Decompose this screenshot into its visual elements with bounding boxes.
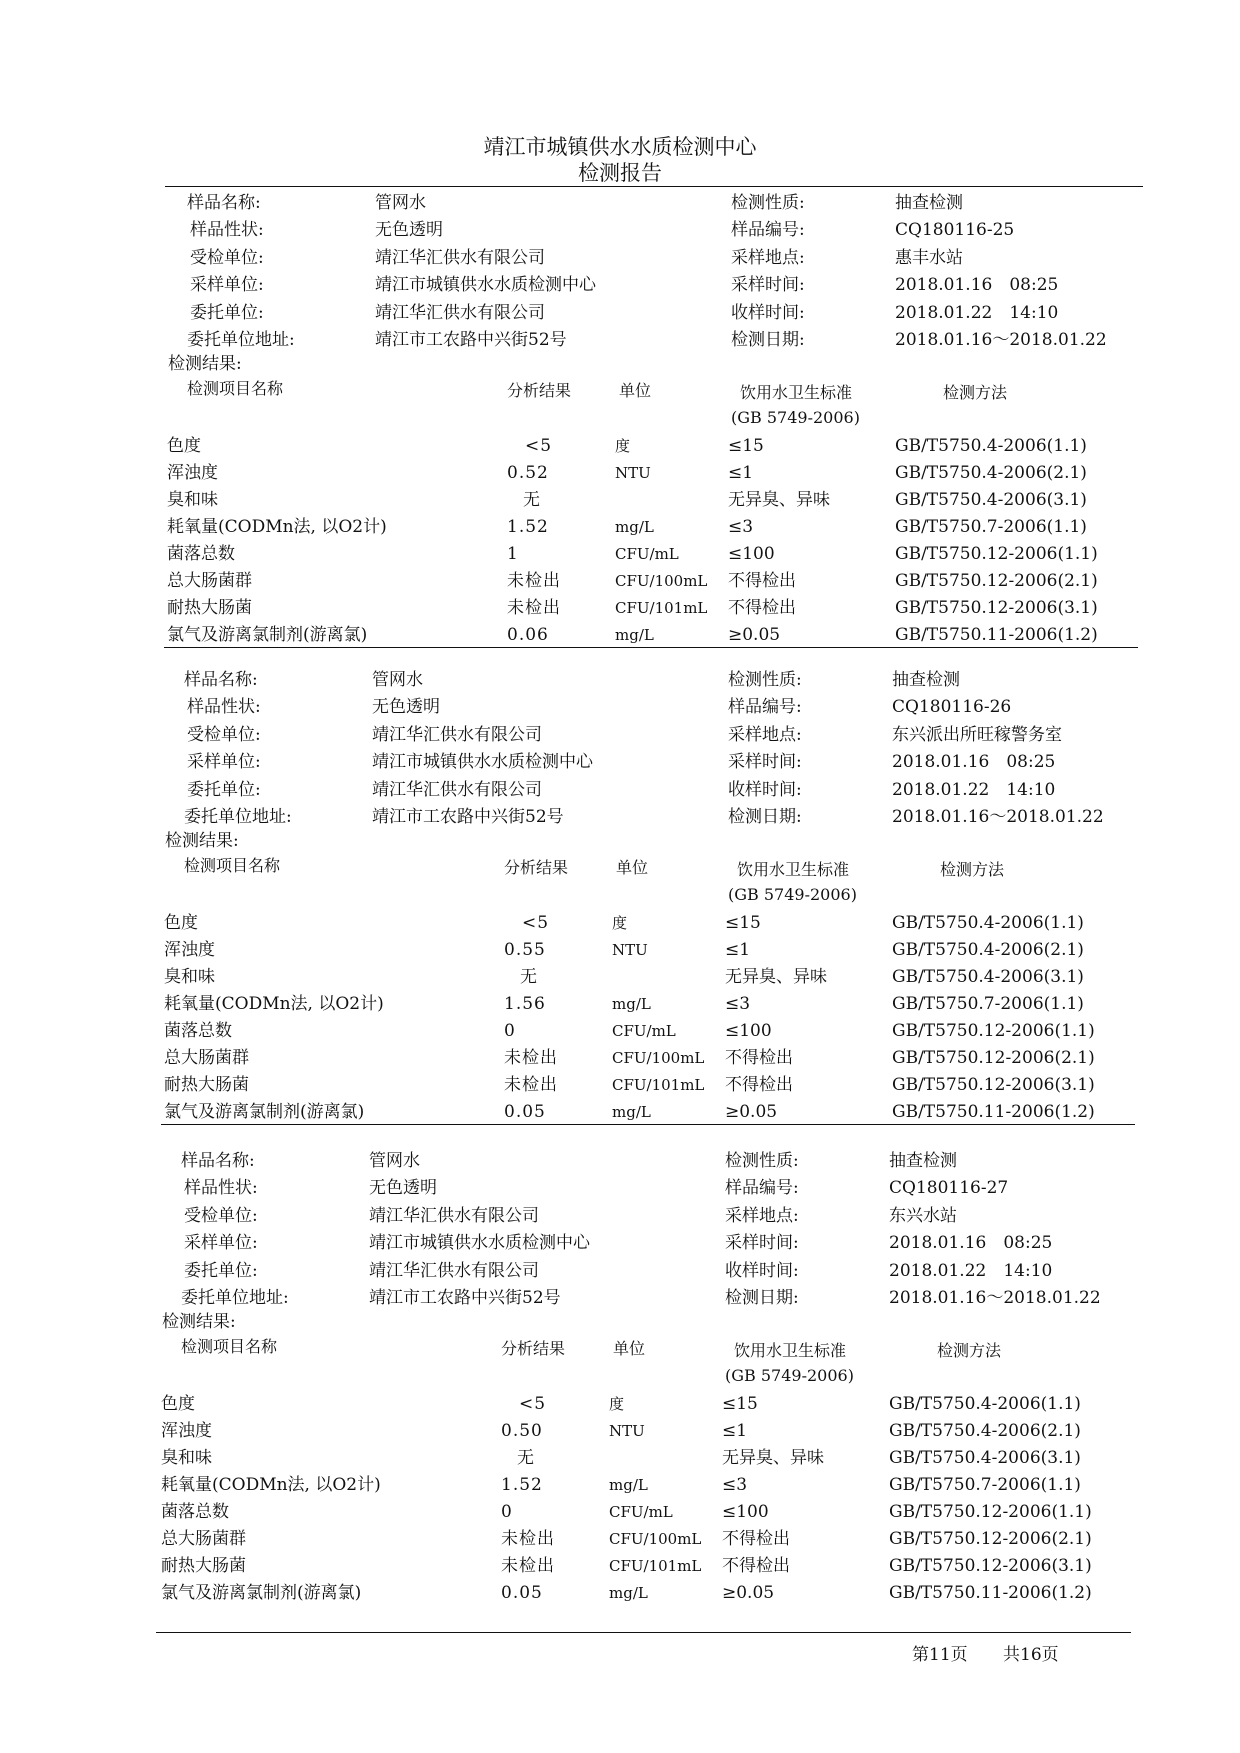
cell-result: 0.05	[501, 1583, 543, 1603]
cell-result: <5	[525, 436, 553, 456]
column-header-method: 检测方法	[940, 860, 1005, 879]
cell-method: GB/T5750.12-2006(1.1)	[892, 1021, 1095, 1041]
cell-item: 菌落总数	[161, 1502, 229, 1522]
cell-unit: mg/L	[612, 995, 651, 1013]
results-label: 检测结果:	[162, 1312, 236, 1332]
cell-item: 耐热大肠菌	[167, 598, 252, 618]
cell-item: 总大肠菌群	[161, 1529, 246, 1549]
info-value-right: CQ180116-25	[895, 220, 1015, 240]
info-value-right: 2018.01.16～2018.01.22	[892, 807, 1104, 827]
info-value-right: 东兴水站	[889, 1206, 957, 1226]
cell-method: GB/T5750.7-2006(1.1)	[892, 994, 1084, 1014]
page-number: 第11页	[912, 1645, 968, 1665]
info-label: 样品名称:	[187, 193, 261, 213]
info-value-right: 2018.01.22 14:10	[892, 780, 1056, 800]
section-rule	[161, 1124, 1135, 1125]
cell-unit: CFU/100mL	[615, 572, 708, 590]
cell-unit: CFU/mL	[609, 1503, 673, 1521]
cell-method: GB/T5750.7-2006(1.1)	[895, 517, 1087, 537]
cell-item: 浑浊度	[167, 463, 218, 483]
info-label: 采样单位:	[184, 1233, 258, 1253]
cell-item: 色度	[161, 1394, 195, 1414]
results-label: 检测结果:	[165, 831, 239, 851]
info-value-right: 2018.01.22 14:10	[895, 303, 1059, 323]
page-total: 共16页	[1003, 1645, 1059, 1665]
cell-item: 耗氧量(CODMn法, 以O2计)	[161, 1475, 381, 1495]
org-title: 靖江市城镇供水水质检测中心	[483, 135, 757, 159]
info-label: 样品性状:	[187, 697, 261, 717]
cell-unit: mg/L	[612, 1103, 651, 1121]
cell-unit: mg/L	[609, 1476, 648, 1494]
cell-result: 未检出	[501, 1529, 555, 1549]
info-label: 委托单位地址:	[181, 1288, 289, 1308]
info-label: 样品名称:	[184, 670, 258, 690]
cell-standard: ≤3	[722, 1475, 748, 1495]
column-header-unit: 单位	[613, 1339, 646, 1358]
column-header-standard-sub: (GB 5749-2006)	[728, 885, 857, 904]
cell-item: 浑浊度	[161, 1421, 212, 1441]
cell-item: 臭和味	[161, 1448, 212, 1468]
cell-method: GB/T5750.12-2006(3.1)	[892, 1075, 1095, 1095]
cell-unit: NTU	[612, 941, 648, 959]
column-header-item: 检测项目名称	[184, 856, 281, 875]
column-header-result: 分析结果	[504, 858, 569, 877]
cell-method: GB/T5750.4-2006(2.1)	[892, 940, 1084, 960]
column-header-method: 检测方法	[937, 1341, 1002, 1360]
cell-standard: ≤15	[722, 1394, 758, 1414]
cell-unit: mg/L	[615, 626, 654, 644]
info-value: 靖江市工农路中兴街52号	[369, 1288, 561, 1308]
cell-unit: 度	[612, 914, 628, 932]
info-value-right: 2018.01.16 08:25	[895, 275, 1059, 295]
top-rule	[165, 186, 1143, 187]
info-value: 无色透明	[372, 697, 440, 717]
cell-result: 未检出	[504, 1048, 558, 1068]
info-value-right: 2018.01.16～2018.01.22	[895, 330, 1107, 350]
cell-method: GB/T5750.12-2006(2.1)	[895, 571, 1098, 591]
column-header-result: 分析结果	[507, 381, 572, 400]
info-value-right: CQ180116-26	[892, 697, 1012, 717]
cell-standard: ≤100	[728, 544, 775, 564]
cell-item: 氯气及游离氯制剂(游离氯)	[161, 1583, 362, 1603]
cell-item: 色度	[164, 913, 198, 933]
sample-block	[0, 669, 1234, 1149]
cell-result: 0	[504, 1021, 516, 1041]
info-value: 靖江华汇供水有限公司	[375, 303, 545, 323]
cell-method: GB/T5750.4-2006(1.1)	[889, 1394, 1081, 1414]
cell-item: 耐热大肠菌	[161, 1556, 246, 1576]
cell-unit: 度	[615, 437, 631, 455]
column-header-unit: 单位	[619, 381, 652, 400]
cell-item: 氯气及游离氯制剂(游离氯)	[167, 625, 368, 645]
column-header-standard-sub: (GB 5749-2006)	[731, 408, 860, 427]
cell-item: 浑浊度	[164, 940, 215, 960]
info-value-right: 惠丰水站	[895, 248, 963, 268]
cell-result: 0.52	[507, 463, 549, 483]
cell-item: 总大肠菌群	[167, 571, 252, 591]
info-label-right: 采样地点:	[725, 1206, 799, 1226]
cell-standard: ≥0.05	[728, 625, 781, 645]
section-rule	[164, 647, 1138, 648]
cell-standard: 不得检出	[725, 1048, 793, 1068]
cell-method: GB/T5750.11-2006(1.2)	[895, 625, 1098, 645]
cell-result: <5	[519, 1394, 547, 1414]
cell-unit: 度	[609, 1395, 625, 1413]
cell-result: 0.06	[507, 625, 549, 645]
info-label-right: 采样地点:	[731, 248, 805, 268]
info-value: 无色透明	[369, 1178, 437, 1198]
cell-standard: ≤15	[725, 913, 761, 933]
cell-method: GB/T5750.12-2006(3.1)	[895, 598, 1098, 618]
results-label: 检测结果:	[168, 354, 242, 374]
cell-item: 菌落总数	[164, 1021, 232, 1041]
info-label-right: 采样时间:	[725, 1233, 799, 1253]
cell-method: GB/T5750.7-2006(1.1)	[889, 1475, 1081, 1495]
cell-standard: 不得检出	[725, 1075, 793, 1095]
cell-unit: mg/L	[609, 1584, 648, 1602]
cell-standard: ≥0.05	[725, 1102, 778, 1122]
info-value: 靖江华汇供水有限公司	[372, 725, 542, 745]
info-value-right: 2018.01.16～2018.01.22	[889, 1288, 1101, 1308]
cell-method: GB/T5750.4-2006(1.1)	[892, 913, 1084, 933]
info-label: 样品名称:	[181, 1151, 255, 1171]
page-footer	[912, 1640, 1059, 1665]
cell-result: 1	[507, 544, 519, 564]
info-label-right: 样品编号:	[725, 1178, 799, 1198]
info-label: 受检单位:	[190, 248, 264, 268]
cell-method: GB/T5750.12-2006(3.1)	[889, 1556, 1092, 1576]
cell-result: 1.52	[507, 517, 549, 537]
cell-method: GB/T5750.12-2006(1.1)	[895, 544, 1098, 564]
info-value-right: 抽查检测	[889, 1151, 957, 1171]
info-value-right: 2018.01.22 14:10	[889, 1261, 1053, 1281]
cell-unit: CFU/101mL	[609, 1557, 702, 1575]
cell-unit: CFU/100mL	[609, 1530, 702, 1548]
cell-standard: 不得检出	[728, 598, 796, 618]
sample-block	[0, 1150, 1231, 1630]
cell-method: GB/T5750.11-2006(1.2)	[889, 1583, 1092, 1603]
cell-result: 0.05	[504, 1102, 546, 1122]
info-label: 采样单位:	[190, 275, 264, 295]
info-label: 受检单位:	[184, 1206, 258, 1226]
cell-standard: ≥0.05	[722, 1583, 775, 1603]
cell-method: GB/T5750.4-2006(3.1)	[892, 967, 1084, 987]
info-label: 受检单位:	[187, 725, 261, 745]
info-label: 委托单位:	[187, 780, 261, 800]
info-label-right: 收样时间:	[725, 1261, 799, 1281]
cell-standard: 无异臭、异味	[725, 967, 827, 987]
column-header-item: 检测项目名称	[181, 1337, 278, 1356]
cell-standard: ≤3	[728, 517, 754, 537]
cell-method: GB/T5750.12-2006(1.1)	[889, 1502, 1092, 1522]
info-label: 委托单位:	[184, 1261, 258, 1281]
cell-unit: NTU	[609, 1422, 645, 1440]
cell-result: 无	[517, 1448, 535, 1468]
info-value: 靖江华汇供水有限公司	[372, 780, 542, 800]
info-label-right: 收样时间:	[731, 303, 805, 323]
info-value: 无色透明	[375, 220, 443, 240]
info-value: 靖江华汇供水有限公司	[375, 248, 545, 268]
cell-result: 未检出	[507, 571, 561, 591]
info-label-right: 检测性质:	[731, 193, 805, 213]
info-label-right: 检测性质:	[725, 1151, 799, 1171]
info-value: 靖江华汇供水有限公司	[369, 1206, 539, 1226]
info-label: 委托单位地址:	[184, 807, 292, 827]
cell-standard: ≤100	[725, 1021, 772, 1041]
cell-item: 耗氧量(CODMn法, 以O2计)	[167, 517, 387, 537]
cell-result: 无	[520, 967, 538, 987]
info-label: 委托单位:	[190, 303, 264, 323]
cell-unit: CFU/mL	[612, 1022, 676, 1040]
cell-result: 未检出	[507, 598, 561, 618]
cell-item: 菌落总数	[167, 544, 235, 564]
cell-result: 未检出	[504, 1075, 558, 1095]
bottom-rule	[156, 1632, 1131, 1633]
cell-standard: 无异臭、异味	[722, 1448, 824, 1468]
cell-standard: 不得检出	[728, 571, 796, 591]
cell-standard: ≤15	[728, 436, 764, 456]
cell-item: 氯气及游离氯制剂(游离氯)	[164, 1102, 365, 1122]
sample-block	[0, 192, 1237, 672]
cell-standard: 无异臭、异味	[728, 490, 830, 510]
cell-standard: 不得检出	[722, 1529, 790, 1549]
info-value: 靖江市工农路中兴街52号	[375, 330, 567, 350]
cell-unit: CFU/100mL	[612, 1049, 705, 1067]
info-label-right: 样品编号:	[731, 220, 805, 240]
cell-method: GB/T5750.4-2006(2.1)	[889, 1421, 1081, 1441]
cell-unit: NTU	[615, 464, 651, 482]
info-label-right: 检测日期:	[725, 1288, 799, 1308]
cell-result: 1.52	[501, 1475, 543, 1495]
info-value: 管网水	[372, 670, 423, 690]
cell-method: GB/T5750.12-2006(2.1)	[892, 1048, 1095, 1068]
info-value: 管网水	[369, 1151, 420, 1171]
cell-result: <5	[522, 913, 550, 933]
info-value-right: 2018.01.16 08:25	[892, 752, 1056, 772]
info-value-right: 抽查检测	[895, 193, 963, 213]
cell-result: 未检出	[501, 1556, 555, 1576]
column-header-result: 分析结果	[501, 1339, 566, 1358]
info-value-right: 抽查检测	[892, 670, 960, 690]
info-value: 靖江市城镇供水水质检测中心	[372, 752, 593, 772]
cell-item: 耐热大肠菌	[164, 1075, 249, 1095]
column-header-standard: 饮用水卫生标准	[740, 383, 853, 402]
cell-method: GB/T5750.12-2006(2.1)	[889, 1529, 1092, 1549]
cell-item: 臭和味	[164, 967, 215, 987]
column-header-method: 检测方法	[943, 383, 1008, 402]
column-header-standard: 饮用水卫生标准	[737, 860, 850, 879]
cell-standard: ≤1	[722, 1421, 748, 1441]
cell-unit: CFU/101mL	[615, 599, 708, 617]
column-header-standard-sub: (GB 5749-2006)	[725, 1366, 854, 1385]
info-label-right: 样品编号:	[728, 697, 802, 717]
info-label: 采样单位:	[187, 752, 261, 772]
cell-standard: ≤1	[728, 463, 754, 483]
info-value: 靖江华汇供水有限公司	[369, 1261, 539, 1281]
info-value-right: 东兴派出所旺稼警务室	[892, 725, 1062, 745]
info-value: 靖江市工农路中兴街52号	[372, 807, 564, 827]
cell-result: 无	[523, 490, 541, 510]
info-value-right: 2018.01.16 08:25	[889, 1233, 1053, 1253]
cell-method: GB/T5750.4-2006(3.1)	[889, 1448, 1081, 1468]
cell-standard: ≤100	[722, 1502, 769, 1522]
cell-method: GB/T5750.11-2006(1.2)	[892, 1102, 1095, 1122]
info-label: 样品性状:	[190, 220, 264, 240]
info-label-right: 检测日期:	[728, 807, 802, 827]
cell-method: GB/T5750.4-2006(1.1)	[895, 436, 1087, 456]
cell-item: 耗氧量(CODMn法, 以O2计)	[164, 994, 384, 1014]
info-label: 样品性状:	[184, 1178, 258, 1198]
cell-method: GB/T5750.4-2006(3.1)	[895, 490, 1087, 510]
info-label-right: 检测日期:	[731, 330, 805, 350]
info-value-right: CQ180116-27	[889, 1178, 1009, 1198]
info-label-right: 采样时间:	[731, 275, 805, 295]
cell-method: GB/T5750.4-2006(2.1)	[895, 463, 1087, 483]
info-label-right: 收样时间:	[728, 780, 802, 800]
cell-item: 总大肠菌群	[164, 1048, 249, 1068]
cell-item: 臭和味	[167, 490, 218, 510]
cell-standard: ≤1	[725, 940, 751, 960]
column-header-unit: 单位	[616, 858, 649, 877]
info-label-right: 采样时间:	[728, 752, 802, 772]
cell-result: 0.50	[501, 1421, 543, 1441]
info-value: 管网水	[375, 193, 426, 213]
info-label-right: 检测性质:	[728, 670, 802, 690]
column-header-item: 检测项目名称	[187, 379, 284, 398]
cell-result: 0	[501, 1502, 513, 1522]
cell-standard: 不得检出	[722, 1556, 790, 1576]
cell-result: 1.56	[504, 994, 546, 1014]
cell-unit: CFU/mL	[615, 545, 679, 563]
cell-unit: mg/L	[615, 518, 654, 536]
cell-item: 色度	[167, 436, 201, 456]
cell-result: 0.55	[504, 940, 546, 960]
info-label-right: 采样地点:	[728, 725, 802, 745]
info-value: 靖江市城镇供水水质检测中心	[375, 275, 596, 295]
info-value: 靖江市城镇供水水质检测中心	[369, 1233, 590, 1253]
cell-standard: ≤3	[725, 994, 751, 1014]
report-title: 检测报告	[578, 161, 662, 185]
column-header-standard: 饮用水卫生标准	[734, 1341, 847, 1360]
cell-unit: CFU/101mL	[612, 1076, 705, 1094]
info-label: 委托单位地址:	[187, 330, 295, 350]
